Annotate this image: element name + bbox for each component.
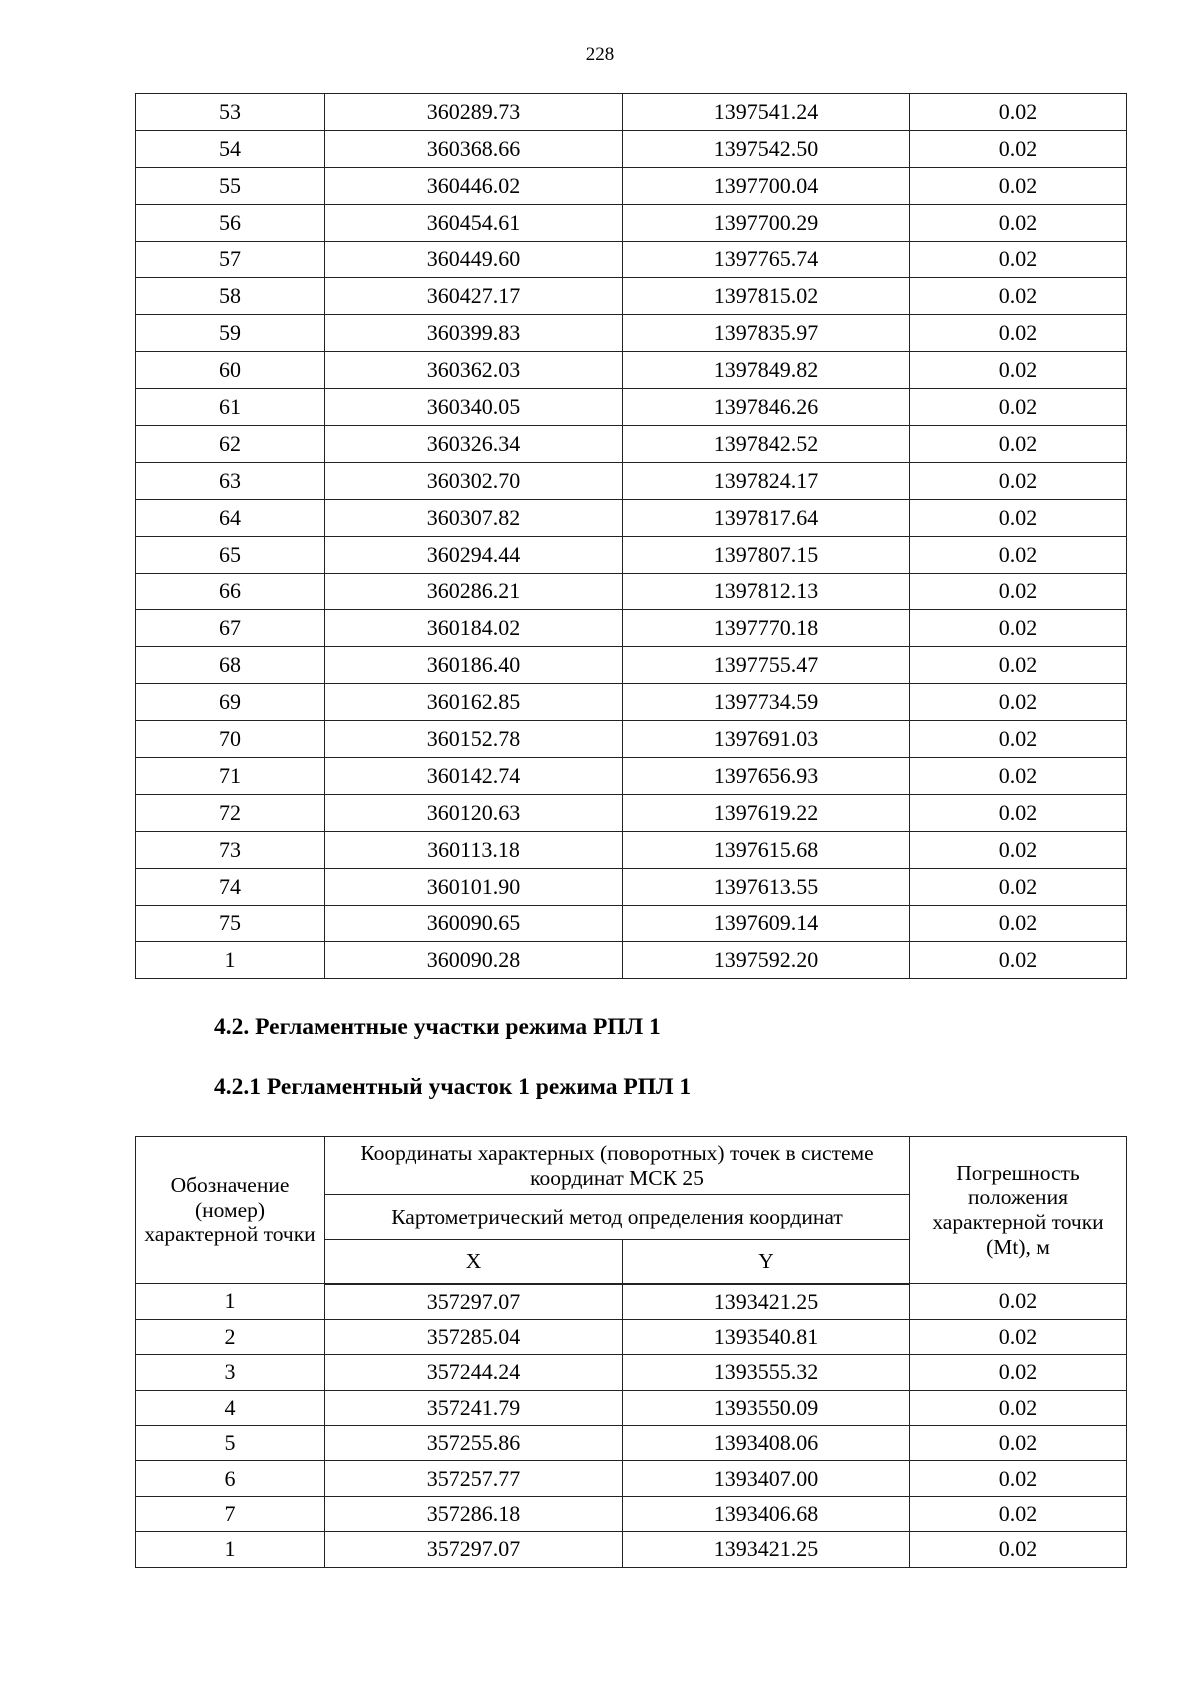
y-coordinate-cell: 1397815.02	[623, 278, 910, 315]
accuracy-cell: 0.02	[910, 794, 1127, 831]
y-coordinate-cell: 1397691.03	[623, 721, 910, 758]
y-coordinate-cell: 1397734.59	[623, 684, 910, 721]
accuracy-cell: 0.02	[910, 905, 1127, 942]
x-coordinate-cell: 360113.18	[325, 831, 623, 868]
y-coordinate-cell: 1397849.82	[623, 352, 910, 389]
accuracy-cell: 0.02	[910, 942, 1127, 979]
accuracy-cell: 0.02	[910, 1284, 1127, 1320]
x-coordinate-cell: 360184.02	[325, 610, 623, 647]
table-row	[136, 204, 1127, 241]
y-coordinate-cell: 1397770.18	[623, 610, 910, 647]
x-coordinate-cell: 360302.70	[325, 462, 623, 499]
table-row	[136, 426, 1127, 463]
x-coordinate-cell: 360286.21	[325, 573, 623, 610]
point-number-cell: 62	[136, 426, 325, 463]
table-body	[136, 94, 1127, 979]
table-row	[136, 610, 1127, 647]
table-row	[136, 315, 1127, 352]
table-row	[136, 1319, 1127, 1354]
accuracy-cell: 0.02	[910, 94, 1127, 131]
point-number-cell: 70	[136, 721, 325, 758]
y-coordinate-cell: 1393421.25	[623, 1284, 910, 1320]
point-number-cell: 75	[136, 905, 325, 942]
y-coordinate-cell: 1397700.04	[623, 167, 910, 204]
table-row	[136, 1496, 1127, 1531]
table-row	[136, 721, 1127, 758]
y-coordinate-cell: 1393406.68	[623, 1496, 910, 1531]
x-coordinate-cell: 360142.74	[325, 758, 623, 795]
x-coordinate-cell: 360090.28	[325, 942, 623, 979]
point-number-cell: 60	[136, 352, 325, 389]
x-coordinate-cell: 360427.17	[325, 278, 623, 315]
point-number-cell: 71	[136, 758, 325, 795]
accuracy-cell: 0.02	[910, 315, 1127, 352]
x-coordinate-cell: 360446.02	[325, 167, 623, 204]
table-row	[136, 352, 1127, 389]
x-coordinate-cell: 360090.65	[325, 905, 623, 942]
y-coordinate-cell: 1393421.25	[623, 1532, 910, 1567]
table-row	[136, 905, 1127, 942]
point-number-cell: 1	[136, 942, 325, 979]
accuracy-cell: 0.02	[910, 573, 1127, 610]
header-method: Картометрический метод определения координат	[325, 1195, 910, 1240]
accuracy-cell: 0.02	[910, 684, 1127, 721]
subsection-heading: 4.2.1 Регламентный участок 1 режима РПЛ 1	[214, 1074, 692, 1100]
point-number-cell: 6	[136, 1461, 325, 1496]
y-coordinate-cell: 1397656.93	[623, 758, 910, 795]
x-coordinate-cell: 360340.05	[325, 389, 623, 426]
table-row	[136, 1284, 1127, 1320]
accuracy-cell: 0.02	[910, 1426, 1127, 1461]
y-coordinate-cell: 1397609.14	[623, 905, 910, 942]
table-row	[136, 241, 1127, 278]
accuracy-cell: 0.02	[910, 204, 1127, 241]
table-row	[136, 536, 1127, 573]
x-coordinate-cell: 360120.63	[325, 794, 623, 831]
y-coordinate-cell: 1397765.74	[623, 241, 910, 278]
y-coordinate-cell: 1397615.68	[623, 831, 910, 868]
x-coordinate-cell: 360307.82	[325, 499, 623, 536]
accuracy-cell: 0.02	[910, 1355, 1127, 1390]
accuracy-cell: 0.02	[910, 1390, 1127, 1425]
point-number-cell: 54	[136, 130, 325, 167]
y-coordinate-cell: 1397807.15	[623, 536, 910, 573]
accuracy-cell: 0.02	[910, 352, 1127, 389]
point-number-cell: 66	[136, 573, 325, 610]
point-number-cell: 53	[136, 94, 325, 131]
point-number-cell: 67	[136, 610, 325, 647]
point-number-cell: 57	[136, 241, 325, 278]
y-coordinate-cell: 1397755.47	[623, 647, 910, 684]
point-number-cell: 69	[136, 684, 325, 721]
table-row	[136, 1426, 1127, 1461]
y-coordinate-cell: 1393540.81	[623, 1319, 910, 1354]
point-number-cell: 1	[136, 1284, 325, 1320]
point-number-cell: 55	[136, 167, 325, 204]
coordinates-table-plot-1	[135, 1136, 1127, 1568]
accuracy-cell: 0.02	[910, 278, 1127, 315]
x-coordinate-cell: 360368.66	[325, 130, 623, 167]
y-coordinate-cell: 1397846.26	[623, 389, 910, 426]
x-coordinate-cell: 360362.03	[325, 352, 623, 389]
table-row	[136, 389, 1127, 426]
x-coordinate-cell: 357255.86	[325, 1426, 623, 1461]
accuracy-cell: 0.02	[910, 462, 1127, 499]
accuracy-cell: 0.02	[910, 426, 1127, 463]
section-heading: 4.2. Регламентные участки режима РПЛ 1	[214, 1014, 661, 1040]
point-number-cell: 59	[136, 315, 325, 352]
accuracy-cell: 0.02	[910, 1496, 1127, 1531]
table-row	[136, 278, 1127, 315]
x-coordinate-cell: 357285.04	[325, 1319, 623, 1354]
table-row	[136, 573, 1127, 610]
table-row	[136, 1532, 1127, 1567]
header-y: Y	[623, 1240, 910, 1284]
x-coordinate-cell: 357241.79	[325, 1390, 623, 1425]
y-coordinate-cell: 1397542.50	[623, 130, 910, 167]
point-number-cell: 68	[136, 647, 325, 684]
table-row	[136, 831, 1127, 868]
x-coordinate-cell: 360152.78	[325, 721, 623, 758]
x-coordinate-cell: 360326.34	[325, 426, 623, 463]
x-coordinate-cell: 357286.18	[325, 1496, 623, 1531]
y-coordinate-cell: 1397613.55	[623, 868, 910, 905]
y-coordinate-cell: 1397592.20	[623, 942, 910, 979]
x-coordinate-cell: 357297.07	[325, 1284, 623, 1320]
y-coordinate-cell: 1397541.24	[623, 94, 910, 131]
point-number-cell: 61	[136, 389, 325, 426]
table-row	[136, 684, 1127, 721]
x-coordinate-cell: 360294.44	[325, 536, 623, 573]
point-number-cell: 64	[136, 499, 325, 536]
y-coordinate-cell: 1397824.17	[623, 462, 910, 499]
table-row	[136, 130, 1127, 167]
accuracy-cell: 0.02	[910, 241, 1127, 278]
point-number-cell: 72	[136, 794, 325, 831]
point-number-cell: 73	[136, 831, 325, 868]
accuracy-cell: 0.02	[910, 499, 1127, 536]
point-number-cell: 3	[136, 1355, 325, 1390]
point-number-cell: 63	[136, 462, 325, 499]
accuracy-cell: 0.02	[910, 167, 1127, 204]
point-number-cell: 74	[136, 868, 325, 905]
table-row	[136, 94, 1127, 131]
point-number-cell: 7	[136, 1496, 325, 1531]
y-coordinate-cell: 1397700.29	[623, 204, 910, 241]
y-coordinate-cell: 1397619.22	[623, 794, 910, 831]
x-coordinate-cell: 357244.24	[325, 1355, 623, 1390]
y-coordinate-cell: 1397842.52	[623, 426, 910, 463]
point-number-cell: 56	[136, 204, 325, 241]
point-number-cell: 5	[136, 1426, 325, 1461]
y-coordinate-cell: 1397835.97	[623, 315, 910, 352]
table-row	[136, 758, 1127, 795]
table-row	[136, 794, 1127, 831]
y-coordinate-cell: 1397812.13	[623, 573, 910, 610]
x-coordinate-cell: 360289.73	[325, 94, 623, 131]
accuracy-cell: 0.02	[910, 1532, 1127, 1567]
table-body	[136, 1284, 1127, 1568]
accuracy-cell: 0.02	[910, 1319, 1127, 1354]
y-coordinate-cell: 1393555.32	[623, 1355, 910, 1390]
accuracy-cell: 0.02	[910, 1461, 1127, 1496]
accuracy-cell: 0.02	[910, 831, 1127, 868]
accuracy-cell: 0.02	[910, 647, 1127, 684]
x-coordinate-cell: 360101.90	[325, 868, 623, 905]
point-number-cell: 58	[136, 278, 325, 315]
header-point-designation: Обозначение (номер) характерной точки	[136, 1137, 325, 1284]
accuracy-cell: 0.02	[910, 868, 1127, 905]
header-x: X	[325, 1240, 623, 1284]
x-coordinate-cell: 357297.07	[325, 1532, 623, 1567]
x-coordinate-cell: 360449.60	[325, 241, 623, 278]
table-header	[136, 1137, 1127, 1284]
y-coordinate-cell: 1393550.09	[623, 1390, 910, 1425]
table-row	[136, 499, 1127, 536]
header-accuracy: Погрешность положения характерной точки (Mt), м	[910, 1137, 1127, 1284]
table-row	[136, 462, 1127, 499]
table-row	[136, 1355, 1127, 1390]
accuracy-cell: 0.02	[910, 758, 1127, 795]
header-coordinates-title: Координаты характерных (поворотных) точек в системе координат МСК 25	[325, 1137, 910, 1195]
coordinates-table-continued	[135, 93, 1127, 979]
point-number-cell: 2	[136, 1319, 325, 1354]
accuracy-cell: 0.02	[910, 610, 1127, 647]
accuracy-cell: 0.02	[910, 536, 1127, 573]
accuracy-cell: 0.02	[910, 389, 1127, 426]
x-coordinate-cell: 357257.77	[325, 1461, 623, 1496]
x-coordinate-cell: 360454.61	[325, 204, 623, 241]
table-row	[136, 942, 1127, 979]
accuracy-cell: 0.02	[910, 130, 1127, 167]
table-row	[136, 868, 1127, 905]
table-row	[136, 1461, 1127, 1496]
point-number-cell: 4	[136, 1390, 325, 1425]
y-coordinate-cell: 1393408.06	[623, 1426, 910, 1461]
page-number: 228	[585, 44, 615, 65]
x-coordinate-cell: 360186.40	[325, 647, 623, 684]
y-coordinate-cell: 1397817.64	[623, 499, 910, 536]
point-number-cell: 1	[136, 1532, 325, 1567]
y-coordinate-cell: 1393407.00	[623, 1461, 910, 1496]
accuracy-cell: 0.02	[910, 721, 1127, 758]
table-row	[136, 167, 1127, 204]
table-row	[136, 647, 1127, 684]
x-coordinate-cell: 360162.85	[325, 684, 623, 721]
x-coordinate-cell: 360399.83	[325, 315, 623, 352]
point-number-cell: 65	[136, 536, 325, 573]
table-row	[136, 1390, 1127, 1425]
